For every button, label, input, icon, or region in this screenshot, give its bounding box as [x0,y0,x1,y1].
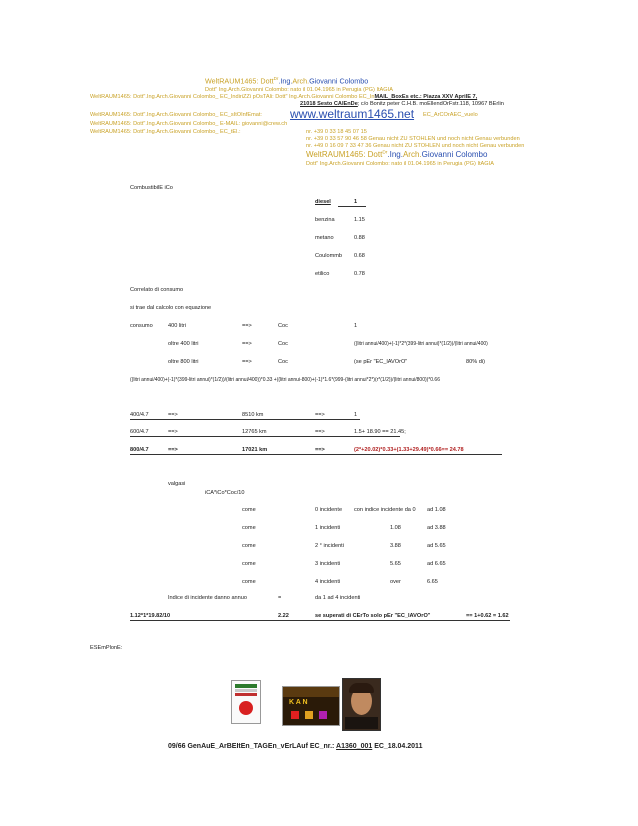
calc-cell: ==> [242,341,252,347]
header-address [90,94,477,100]
calc-cell: 80% di) [466,359,485,365]
calc-underline [130,419,360,420]
calc-example: ==> [315,412,325,418]
annual-label: Indice di incidente danno annuo [168,595,247,601]
title2-part: Dott [367,150,383,159]
site-left: WeltRAUM1465: Dott".Ing.Arch.Giovanni Colombo_ EC_sItOInfEmat: [90,112,262,118]
calc-underline [130,436,400,437]
sum-far: == 1+0.62 = 1.62 [466,613,509,619]
calc-example: 1 [354,412,358,418]
calc-underline [130,454,502,455]
title2-sup: Dr [382,150,388,156]
annual-value: da 1 ad 4 incidenti [315,595,361,601]
calc-subheading: si trae dal calcolo con equazione [130,305,212,311]
calc-cell: Coc [278,359,288,365]
calc-example: ==> [168,447,178,453]
calc-example: ==> [315,429,325,435]
address-rest: ; c/o Bonitz peter C.H.B. moEllendOrFstr.118, 10967 BErlin [357,101,504,107]
calc-example: ==> [168,412,178,418]
valgasi-cell: 1.08 [390,525,401,531]
calc-formula: ((litri annui/400)+(-1)*(399-litri annui)*(1/2))/(litri annui/400))*0.33 +((litri annui-800)+(-1)*1.6*(999-(litri annui*2*)(r*(1/2))/(litri annui/800))*0.66 [130,377,440,383]
title2-part: Arch. [402,150,422,159]
title2-part: .Ing. [387,150,403,159]
fuel-name: benzina [315,217,335,223]
valgasi-cell: 3.88 [390,543,401,549]
logo-image-1 [231,680,261,724]
calc-example: 600/4.7 [130,429,149,435]
valgasi-cell: ad 3.88 [427,525,446,531]
address-left: WeltRAUM1465: Dott".Ing.Arch.Giovanni Colombo_ EC_IndiriZZi pOsTAli: Dott" Ing.Arch.Giovanni Colombo EC_In [90,94,375,100]
fuel-name: Coulommb [315,253,343,259]
calc-example: 400/4.7 [130,412,149,418]
footer-code: A1360_001 [336,743,373,750]
calc-cell: ==> [242,323,252,329]
header-tel [90,129,241,135]
calc-example: ==> [168,429,178,435]
calc-example: 800/4.7 [130,447,149,453]
title-part: Dott [260,76,274,86]
valgasi-cell: come [242,525,256,531]
calc-example: 8510 km [242,412,264,418]
sum-left: 1.12*1*19.82/10 [130,613,171,619]
fuel-value: 1 [354,199,358,205]
fuel-underline [338,206,366,207]
calc-cell: ((litri annui/400)+(-1)*2*(399-litri annui)*(1/2))/(litri annui/400) [354,341,488,347]
sum-right: se superati di CErTo solo pEr "EC_lAVOrO" [315,613,431,619]
valgasi-heading: valgasi [168,481,186,487]
fuel-name: metano [315,235,334,241]
header-title [205,76,368,85]
calc-example: 1.5+ 18.90 == 21.45; [354,429,406,435]
title-part: Giovanni [309,76,340,86]
annual-eq: = [278,595,282,601]
title2-part: Giovanni [421,150,456,159]
calc-cell: 400 litri [168,323,187,329]
esempi-label: ESEmPlonE: [90,645,123,651]
fuel-name: diesel [315,199,331,205]
title-part: Arch. [292,76,310,86]
tel-number-3: nr. +49 0 16 09 7 33 47 36 Genau nicht ZU STOHLEN und noch nicht Genau verbunden [306,143,525,149]
calc-cell: consumo [130,323,153,329]
fuel-heading: CombustibilE iCo [130,185,173,191]
title-part: WeltRAUM1465: [205,76,261,86]
logo-image-2 [282,686,340,726]
fuel-value: 0.78 [354,271,365,277]
calc-cell: oltre 800 litri [168,359,199,365]
tel-number-2: nr. +39 0 33 57 90 46 58 Genau nicht ZU STOHLEN und noch nicht Genau verbunden [306,136,520,142]
portrait-photo [342,678,381,731]
calc-cell: 1 [354,323,358,329]
valgasi-cell: come [242,507,256,513]
valgasi-cell: 5.65 [390,561,401,567]
valgasi-cell: 3 incidenti [315,561,341,567]
address-mail: MAIL_BoxEs etc.: Piazza XXV AprilE 7, [374,94,478,100]
footer [168,743,422,750]
fuel-name: etilico [315,271,330,277]
header-email: WeltRAUM1465: Dott".Ing.Arch.Giovanni Colombo_ E-MAIL: giovanni@crew.ch [90,121,288,127]
tel-number-1: nr. +39 0 33 18 45 07 15 [306,129,367,135]
calc-cell: Coc [278,341,288,347]
fuel-value: 0.68 [354,253,365,259]
tel-left: WeltRAUM1465: Dott".Ing.Arch.Giovanni Colombo_ EC_tEl.: [90,129,241,135]
valgasi-cell: 4 incidenti [315,579,341,585]
title-part: Colombo [339,76,369,86]
fuel-value: 0.88 [354,235,365,241]
header-site [90,112,262,118]
title2-part: WeltRAUM1465: [306,150,368,159]
fuel-value: 1.15 [354,217,365,223]
calc-cell: (se pEr "EC_lAVOrO" [354,359,408,365]
address-city: 21018 Sesto CAlEnDe [300,101,358,107]
valgasi-cell: ad 5.65 [427,543,446,549]
title-sup: Dr [273,76,279,81]
valgasi-cell: 0 incidente [315,507,343,513]
kan-logo-text: K A N [289,699,308,706]
calc-cell: ==> [242,359,252,365]
valgasi-cell: 6.65 [427,579,438,585]
footer-text: 09/66 GenAuE_ArBEItEn_TAGEn_vErLAuf EC_nr.: [168,743,337,750]
header-sub-2: Dott" Ing.Arch.Giovanni Colombo: nato il 01.04.1965 in Perugia (PG) ItAGIA [306,161,494,167]
site-url[interactable]: www.weltraum1465.net [290,107,415,121]
valgasi-cell: come [242,543,256,549]
calc-example: ==> [315,447,325,453]
valgasi-cell: ad 6.65 [427,561,446,567]
footer-date: EC_18.04.2011 [372,743,423,750]
valgasi-cell: over [390,579,401,585]
valgasi-cell: come [242,561,256,567]
sum-mid: 2.22 [278,613,289,619]
title2-part: Colombo [455,150,488,159]
valgasi-cell: ad 1.08 [427,507,446,513]
sum-underline [130,620,510,621]
valgasi-cell: come [242,579,256,585]
calc-example: 17021 km [242,447,268,453]
calc-example: (2*+20.02)*0.33+(1.33+29.49)*0.66== 24.78 [354,447,464,453]
valgasi-cell: 1 incidenti [315,525,341,531]
valgasi-cell: 2 ° incidenti [315,543,344,549]
valgasi-formula: iCA*iCo*Coc/10 [205,490,245,496]
calc-cell: Coc [278,323,288,329]
site-right: EC_ArCOrAEC_vuelo [423,112,478,118]
title-part: .Ing. [278,76,293,86]
header-sub: Dott" Ing.Arch.Giovanni Colombo: nato il 01.04.1965 in Perugia (PG) ItAGIA [205,87,393,93]
calc-cell: oltre 400 litri [168,341,199,347]
calc-heading: Correlato di consumo [130,287,184,293]
calc-example: 12765 km [242,429,267,435]
valgasi-cell: con indice incidente da 0 [354,507,416,513]
header-title-2 [306,150,487,159]
